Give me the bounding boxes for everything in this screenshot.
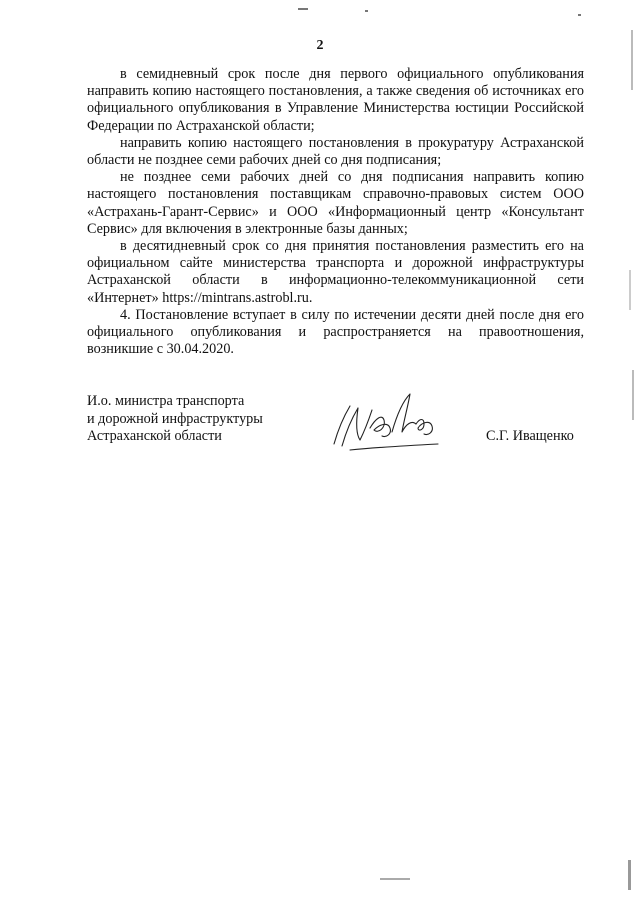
- scan-speck: [380, 878, 410, 880]
- scan-edge-mark: [631, 30, 633, 90]
- signatory-title-line: Астраханской области: [87, 428, 222, 444]
- page-number: 2: [316, 38, 324, 53]
- scan-edge-mark: [632, 370, 634, 420]
- paragraph-legal-systems: не позднее семи рабочих дней со дня подписания направить копию настоящего постановления поставщикам справочно-правовых систем ООО «Астрахань-Гарант-Сервис» и ООО «Информационный центр «Консультант Сервис» для включения в электронные базы данных;: [87, 169, 584, 237]
- signatory-title: [87, 393, 263, 446]
- paragraph-website: в десятидневный срок со дня принятия постановления разместить его на официальном сайте министерства транспорта и дорожной инфраструктуры Астраханской области в информационно-телекоммуникационной сети «Интернет» https://mintrans.astrobl.ru.: [87, 238, 584, 306]
- scan-speck: [365, 10, 368, 12]
- handwritten-signature: [330, 388, 450, 458]
- paragraph-effective-date: 4. Постановление вступает в силу по истечении десяти дней после дня его официального опубликования и распространяется на правоотношения, возникшие с 30.04.2020.: [87, 306, 584, 358]
- signatory-name: С.Г. Иващенко: [486, 428, 574, 444]
- scan-edge-mark: [629, 270, 631, 310]
- scan-edge-mark: [628, 860, 631, 890]
- signatory-title-line: и дорожной инфраструктуры: [87, 410, 263, 427]
- document-body: [87, 66, 584, 358]
- scan-speck: [298, 8, 308, 10]
- scan-speck: [578, 14, 581, 16]
- paragraph-publication: в семидневный срок после дня первого официального опубликования направить копию настоящего постановления, а также сведения об источниках его официального опубликования в Управление Министерства юстиции Российской Федерации по Астраханской области;: [87, 66, 584, 134]
- signatory-title-line: И.о. министра транспорта: [87, 393, 245, 409]
- paragraph-prosecutor: направить копию настоящего постановления в прокуратуру Астраханской области не позднее семи рабочих дней со дня подписания;: [87, 134, 584, 169]
